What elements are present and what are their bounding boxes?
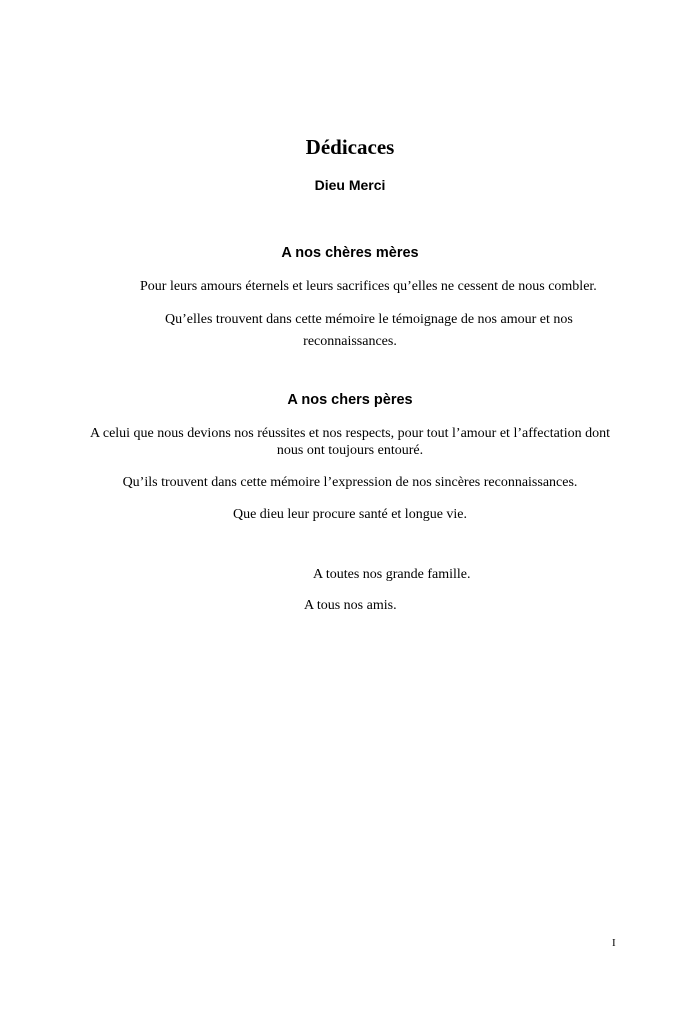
meres-line-2: Qu’elles trouvent dans cette mémoire le témoignage de nos amour et nos: [165, 312, 573, 327]
heading-meres: A nos chères mères: [281, 245, 419, 261]
meres-line-1: Pour leurs amours éternels et leurs sacrifices qu’elles ne cessent de nous combler.: [140, 279, 597, 294]
page-title: Dédicaces: [305, 135, 395, 159]
meres-line-3: reconnaissances.: [303, 334, 397, 349]
heading-peres: A nos chers pères: [287, 392, 413, 408]
page-subtitle: Dieu Merci: [314, 177, 386, 193]
peres-line-1: A celui que nous devions nos réussites et nos respects, pour tout l’amour et l’affectation dont: [90, 426, 610, 441]
peres-line-3: Qu’ils trouvent dans cette mémoire l’expression de nos sincères reconnaissances.: [122, 475, 578, 490]
dedication-amis: A tous nos amis.: [304, 598, 397, 613]
dedication-famille: A toutes nos grande famille.: [313, 567, 471, 582]
peres-line-2: nous ont toujours entouré.: [276, 443, 424, 458]
peres-line-4: Que dieu leur procure santé et longue vie.: [232, 507, 468, 522]
page-number: I: [612, 937, 616, 949]
